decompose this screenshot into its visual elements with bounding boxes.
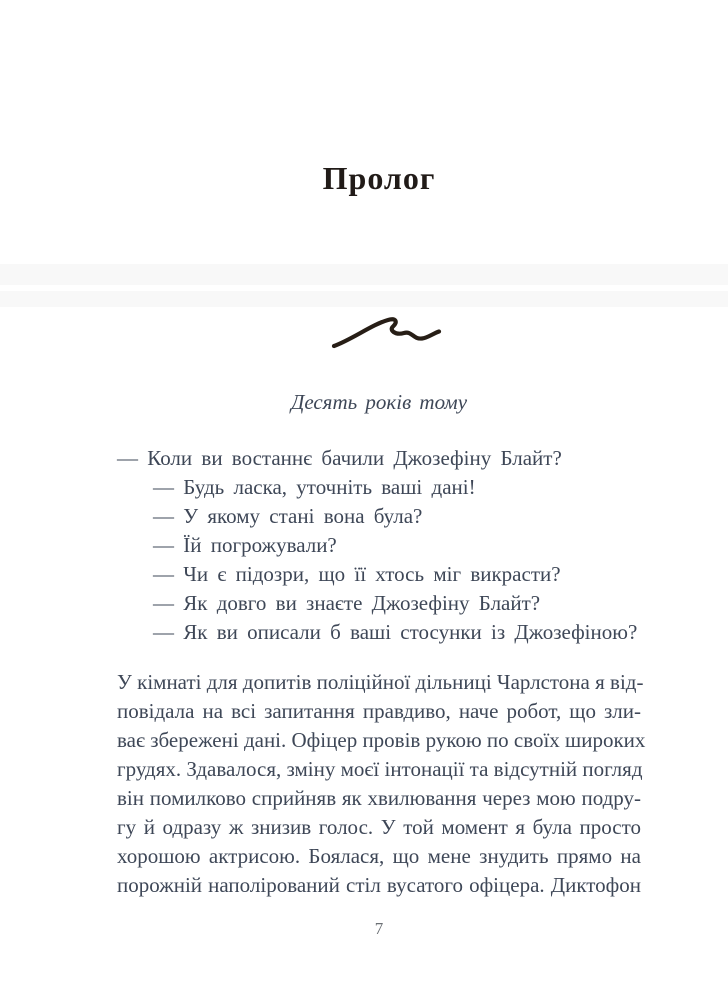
- dialogue-line: — У якому стані вона була?: [153, 504, 423, 528]
- section-label: Десять років тому: [290, 390, 468, 414]
- dialogue-line: — Як довго ви знаєте Джозефіну Блайт?: [153, 591, 541, 615]
- dialogue-block: [117, 444, 641, 647]
- chapter-heading: Пролог: [322, 160, 436, 196]
- paragraph-line: ває збережені дані. Офіцер провів рукою по своїх широких: [117, 728, 646, 752]
- paragraph-line: повідала на всі запитання правдиво, наче робот, що зли-: [117, 699, 641, 723]
- paragraph-line: він помилково сприйняв як хвилювання через мою подру-: [117, 786, 641, 810]
- paragraph-line: грудях. Здавалося, зміну моєї інтонації та відсутній погляд: [117, 757, 643, 781]
- page-number: 7: [374, 919, 384, 938]
- text-column: [117, 0, 646, 1000]
- dialogue-line: — Чи є підозри, що її хтось міг викрасти?: [153, 562, 561, 586]
- dialogue-line: — Їй погрожували?: [153, 533, 337, 557]
- wave-flourish-ornament: [329, 314, 449, 352]
- paragraph-line: порожній наполірований стіл вусатого офіцера. Диктофон: [117, 873, 641, 897]
- dialogue-line: — Коли ви востаннє бачили Джозефіну Блайт?: [117, 446, 562, 470]
- paragraph-line: гу й одразу ж знизив голос. У той момент я була просто: [117, 815, 641, 839]
- dialogue-line: — Будь ласка, уточніть ваші дані!: [153, 475, 476, 499]
- body-paragraph: [117, 668, 646, 900]
- paragraph-line: У кімнаті для допитів поліційної дільниці Чарлстона я від-: [117, 670, 644, 694]
- dialogue-line: — Як ви описали б ваші стосунки із Джозефіною?: [153, 620, 638, 644]
- paragraph-line: хорошою актрисою. Боялася, що мене знудить прямо на: [117, 844, 641, 868]
